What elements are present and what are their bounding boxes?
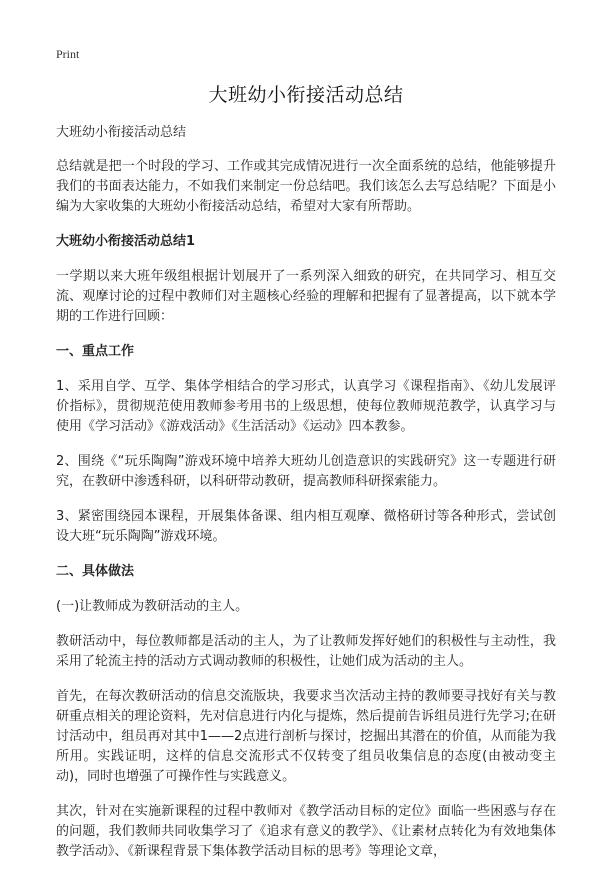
paragraph: 其次，针对在实施新课程的过程中教师对《教学活动目标的定位》面临一些困惑与存在的问题，我们教师共同收集学习了《追求有意义的教学》、《让素材点转化为有效地集体教学活动》、《新课程背景下集体教学活动目标的思考》等理论文章， — [56, 804, 556, 859]
paragraph: 一学期以来大班年级组根据计划展开了一系列深入细致的研究，在共同学习、相互交流、观摩讨论的过程中教师们对主题核心经验的理解和把握有了显著提高，以下就本学期的工作进行回顾： — [56, 269, 556, 324]
print-link[interactable]: Print — [56, 47, 80, 61]
section-heading: 大班幼小衔接活动总结1 — [56, 234, 196, 249]
section-heading: 二、具体做法 — [56, 564, 135, 579]
paragraph: 3、紧密围绕园本课程，开展集体备课、组内相互观摩、微格研讨等各种形式，尝试创设大班“玩乐陶陶”游戏环境。 — [56, 509, 556, 544]
document-body — [56, 70, 556, 877]
paragraph: 总结就是把一个时段的学习、工作或其完成情况进行一次全面系统的总结，他能够提升我们的书面表达能力，不如我们来制定一份总结吧。我们该怎么去写总结呢？下面是小编为大家收集的大班幼小衔接活动总结，希望对大家有所帮助。 — [56, 159, 556, 214]
paragraph: 教研活动中，每位教师都是活动的主人，为了让教师发挥好她们的积极性与主动性，我采用了轮流主持的活动方式调动教师的积极性，让她们成为活动的主人。 — [56, 634, 556, 669]
document-content — [56, 157, 556, 862]
document-subtitle: 大班幼小衔接活动总结 — [56, 125, 187, 140]
section-heading: 一、重点工作 — [56, 344, 135, 359]
paragraph: (一)让教师成为教研活动的主人。 — [56, 599, 249, 614]
paragraph: 2、围绕《“玩乐陶陶”游戏环境中培养大班幼儿创造意识的实践研究》这一专题进行研究，在教研中渗透科研，以科研带动教研，提高教师科研探索能力。 — [56, 454, 556, 489]
paragraph: 首先，在每次教研活动的信息交流版块，我要求当次活动主持的教师要寻找好有关与教研重点相关的理论资料，先对信息进行内化与提炼，然后提前告诉组员进行先学习;在研讨活动中，组员再对其中1——2点进行剖析与探讨，挖掘出其潜在的价值，从而能为我所用。实践证明，这样的信息交流形式不仅转变了组员收集信息的态度(由被动变主动)，同时也增强了可操作性与实践意义。 — [56, 689, 556, 784]
paragraph: 1、采用自学、互学、集体学相结合的学习形式，认真学习《课程指南》、《幼儿发展评价指标》，贯彻规范使用教师参考用书的上级思想，使每位教师规范教学，认真学习与使用《学习活动》《游戏活动》《生活活动》《运动》四本教参。 — [56, 379, 556, 434]
page-title: 大班幼小衔接活动总结 — [208, 84, 404, 106]
